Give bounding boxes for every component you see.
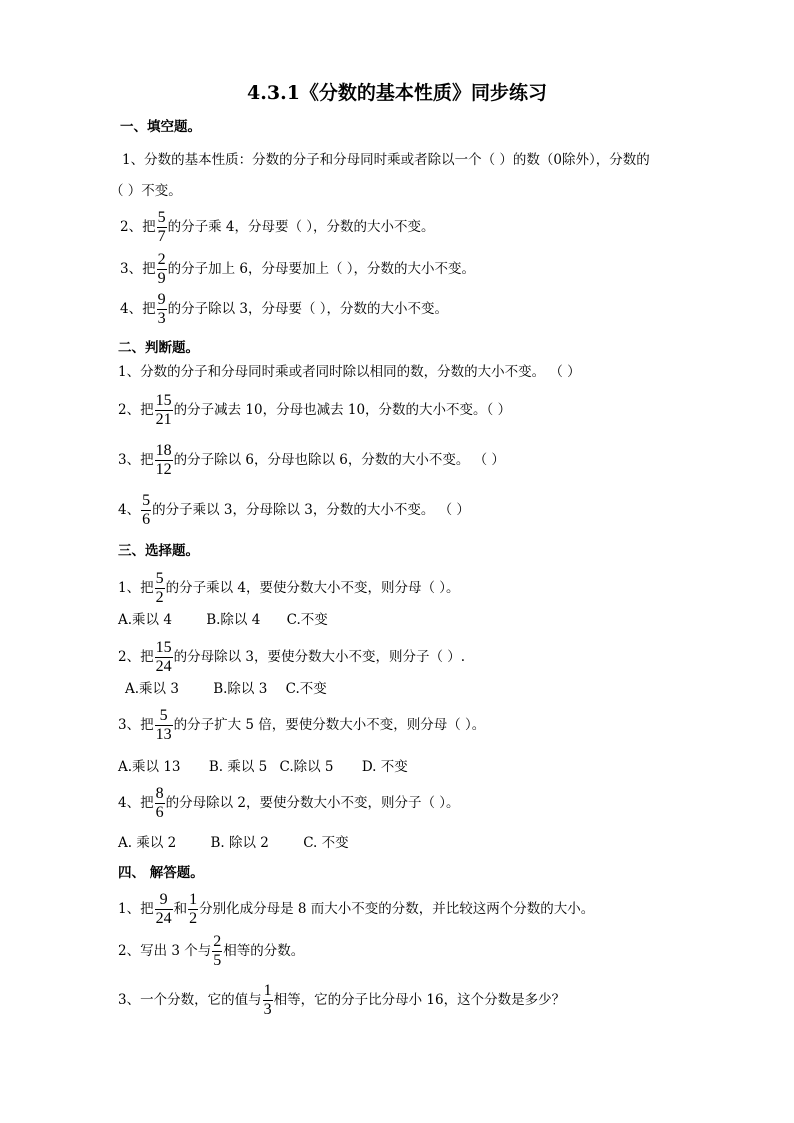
choice-options-3 bbox=[118, 758, 408, 776]
fraction-numerator: 15 bbox=[155, 639, 172, 656]
fraction-numerator: 18 bbox=[155, 442, 172, 459]
fraction-denominator: 21 bbox=[155, 411, 172, 428]
fraction bbox=[157, 252, 167, 287]
question-text: 的分子乘 4，分母要（ ），分数的大小不变。 bbox=[167, 219, 435, 235]
choice-question-1 bbox=[118, 571, 460, 606]
fraction bbox=[141, 493, 151, 528]
question-prefix: 2、把 bbox=[120, 219, 156, 235]
fraction-denominator: 3 bbox=[263, 1001, 272, 1018]
option-c: C.不变 bbox=[286, 612, 328, 628]
fraction bbox=[155, 786, 165, 821]
fraction-numerator: 1 bbox=[263, 982, 272, 999]
option-d: D. 不变 bbox=[361, 759, 408, 775]
fraction bbox=[155, 708, 173, 743]
question-text: 相等的分数。 bbox=[223, 943, 305, 959]
fraction-denominator: 24 bbox=[155, 658, 172, 675]
choice-options-1 bbox=[118, 611, 328, 629]
page-title: 4.3.1《分数的基本性质》同步练习 bbox=[247, 82, 547, 104]
question-text: 的分子扩大 5 倍，要使分数大小不变，则分母（ ）。 bbox=[173, 717, 486, 733]
fraction bbox=[157, 292, 167, 327]
fraction-numerator: 15 bbox=[155, 392, 172, 409]
fraction bbox=[155, 571, 165, 606]
fraction-denominator: 2 bbox=[155, 589, 164, 606]
fraction-denominator: 2 bbox=[189, 910, 198, 927]
fraction-numerator: 5 bbox=[155, 708, 173, 726]
solve-question-2 bbox=[118, 934, 304, 969]
option-a: A. 乘以 2 bbox=[118, 835, 177, 851]
fraction-numerator: 8 bbox=[155, 785, 164, 802]
fraction bbox=[188, 892, 198, 927]
question-prefix: 3、把 bbox=[118, 717, 154, 733]
fraction-denominator: 5 bbox=[213, 952, 222, 969]
fraction-denominator: 13 bbox=[155, 726, 172, 743]
choice-options-4 bbox=[118, 834, 349, 852]
fraction-numerator: 9 bbox=[157, 291, 166, 308]
question-text: 相等，它的分子比分母小 16，这个分数是多少？ bbox=[273, 992, 566, 1008]
question-prefix: 2、把 bbox=[118, 649, 154, 665]
judge-question-1: 1、分数的分子和分母同时乘或者同时除以相同的数，分数的大小不变。 （ ） bbox=[118, 364, 581, 380]
question-text: 的分子加上 6，分母要加上（ ），分数的大小不变。 bbox=[167, 261, 476, 277]
choice-options-2 bbox=[125, 680, 327, 698]
fraction bbox=[155, 443, 173, 478]
section-heading-fill-in: 一、填空题。 bbox=[120, 119, 201, 135]
fraction-denominator: 24 bbox=[155, 910, 172, 927]
option-a: A.乘以 13 bbox=[118, 759, 181, 775]
judge-question-2 bbox=[118, 393, 511, 428]
question-prefix: 3、把 bbox=[118, 452, 154, 468]
fraction-numerator: 2 bbox=[157, 251, 166, 268]
fraction-denominator: 6 bbox=[155, 804, 164, 821]
choice-question-2 bbox=[118, 640, 465, 675]
fraction bbox=[155, 393, 173, 428]
section-heading-choice: 三、选择题。 bbox=[118, 543, 199, 559]
option-b: B. 乘以 5 bbox=[208, 759, 268, 775]
fill-question-2 bbox=[120, 210, 435, 245]
fraction-denominator: 7 bbox=[157, 228, 166, 245]
fraction-denominator: 9 bbox=[157, 270, 166, 287]
fill-question-1-line-2: （ ）不变。 bbox=[110, 183, 182, 199]
question-text: 分别化成分母是 8 而大小不变的分数，并比较这两个分数的大小。 bbox=[199, 901, 595, 917]
question-text: 的分子乘以 3，分母除以 3，分数的大小不变。 （ ） bbox=[152, 502, 470, 518]
judge-question-4 bbox=[118, 493, 470, 528]
question-prefix: 4、把 bbox=[120, 301, 156, 317]
fraction-numerator: 9 bbox=[155, 892, 173, 910]
fill-question-1-line-1: 1、分数的基本性质：分数的分子和分母同时乘或者除以一个（ ）的数（0除外），分数的 bbox=[122, 152, 650, 168]
solve-question-1 bbox=[118, 892, 594, 927]
question-prefix: 3、把 bbox=[120, 261, 156, 277]
fraction-numerator: 5 bbox=[155, 570, 164, 587]
question-text: 的分子乘以 4，要使分数大小不变，则分母（ ）。 bbox=[165, 580, 460, 596]
fraction bbox=[263, 983, 273, 1018]
question-prefix: 2、把 bbox=[118, 402, 154, 418]
fraction-numerator: 2 bbox=[213, 933, 222, 950]
question-text: 的分母除以 2，要使分数大小不变，则分子（ ）。 bbox=[165, 795, 460, 811]
question-text: 的分母除以 3，要使分数大小不变，则分子（ ）. bbox=[173, 649, 466, 665]
question-text: 的分子减去 10，分母也减去 10，分数的大小不变。（ ） bbox=[173, 402, 512, 418]
fraction bbox=[157, 210, 167, 245]
fraction bbox=[155, 892, 173, 927]
fraction-denominator: 6 bbox=[142, 511, 151, 528]
question-prefix: 2、写出 3 个与 bbox=[118, 943, 212, 959]
judge-question-3 bbox=[118, 443, 505, 478]
question-prefix: 4、把 bbox=[118, 795, 154, 811]
choice-question-4 bbox=[118, 786, 460, 821]
question-prefix: 3、一个分数，它的值与 bbox=[118, 992, 262, 1008]
section-heading-solve: 四、 解答题。 bbox=[118, 865, 204, 881]
question-text: 的分子除以 3，分母要（ ），分数的大小不变。 bbox=[167, 301, 449, 317]
option-b: B.除以 4 bbox=[206, 612, 261, 628]
fraction bbox=[155, 640, 173, 675]
option-c: C.除以 5 bbox=[279, 759, 334, 775]
fraction-denominator: 12 bbox=[155, 461, 172, 478]
fraction-numerator: 5 bbox=[157, 209, 166, 226]
question-connector: 和 bbox=[173, 901, 188, 917]
fraction bbox=[212, 934, 222, 969]
option-b: B. 除以 2 bbox=[210, 835, 269, 851]
option-a: A.乘以 3 bbox=[125, 681, 179, 697]
choice-question-3 bbox=[118, 708, 485, 743]
question-text: 的分子除以 6，分母也除以 6，分数的大小不变。 （ ） bbox=[173, 452, 505, 468]
option-c: C.不变 bbox=[285, 681, 327, 697]
question-prefix: 4、 bbox=[118, 502, 141, 518]
section-heading-judgement: 二、判断题。 bbox=[118, 340, 199, 356]
question-prefix: 1、把 bbox=[118, 901, 154, 917]
question-prefix: 1、把 bbox=[118, 580, 154, 596]
fraction-denominator: 3 bbox=[157, 310, 166, 327]
option-c: C. 不变 bbox=[303, 835, 349, 851]
fraction-numerator: 5 bbox=[142, 492, 151, 509]
option-b: B.除以 3 bbox=[213, 681, 268, 697]
fraction-numerator: 1 bbox=[189, 891, 198, 908]
fill-question-3 bbox=[120, 252, 475, 287]
fill-question-4 bbox=[120, 292, 448, 327]
solve-question-3 bbox=[118, 983, 565, 1018]
option-a: A.乘以 4 bbox=[118, 612, 172, 628]
